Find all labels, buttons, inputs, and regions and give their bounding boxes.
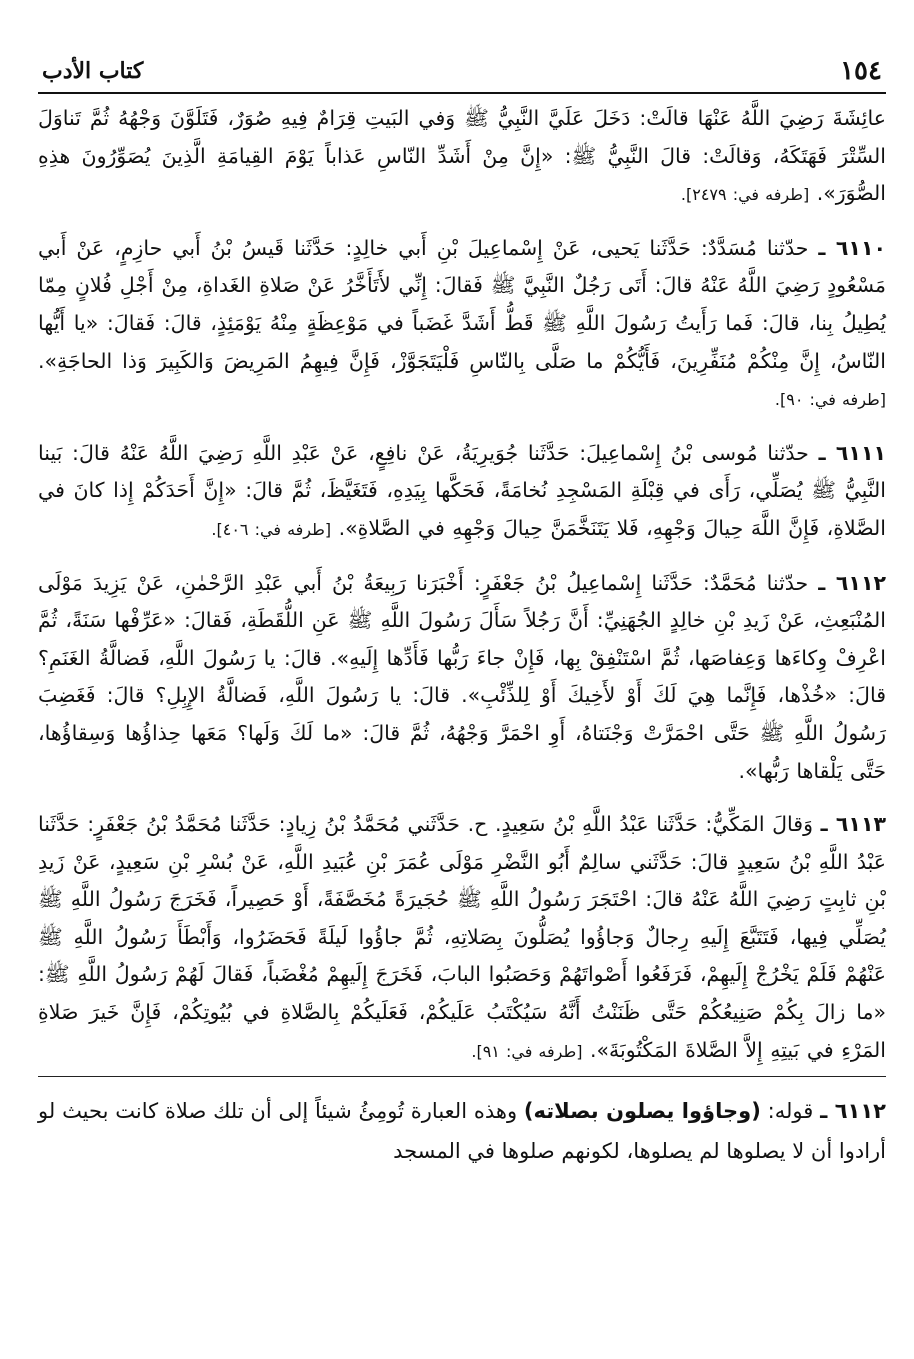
commentary-paragraph	[38, 1091, 886, 1171]
page-number: ١٥٤	[840, 56, 882, 86]
header-rule	[38, 92, 886, 94]
hadith-paragraph-6112	[38, 565, 886, 791]
commentary-lead: قوله:	[767, 1099, 814, 1124]
book-page	[38, 44, 886, 1171]
running-head	[38, 44, 886, 86]
cross-reference: [طرفه في: ٩٠].	[774, 390, 886, 410]
spacer	[38, 549, 886, 565]
cross-reference: [طرفه في: ٤٠٦].	[211, 519, 332, 539]
commentary-quote: (وجاؤوا يصلون بصلاته)	[523, 1099, 761, 1124]
hadith-paragraph-6113	[38, 806, 886, 1070]
hadith-paragraph-6111	[38, 435, 886, 549]
hadith-text: عائِشَةَ رَضِيَ اللَّهُ عَنْهَا قالَتْ: دَخَلَ عَلَيَّ النَّبِيُّ ﷺ وَفي البَيتِ قِرَامٌ فِيهِ صُوَرٌ، فَتَلَوَّنَ وَجْهُهُ ثُمَّ تَناوَلَ السِّتْرَ فَهَتَكَهُ، وَقالَتْ: قالَ النَّبِيُّ ﷺ: «إِنَّ مِنْ أَشَدِّ النّاسِ عَذاباً يَوْمَ القِيامَةِ الَّذِينَ يُصَوِّرُونَ هذِهِ الصُّوَرَ».	[38, 106, 886, 206]
spacer	[38, 790, 886, 806]
hadith-text: حدّثنا مُحَمَّدٌ: حَدَّثَنا إِسْماعِيلُ بْنُ جَعْفَرٍ: أَخْبَرَنا رَبِيعَةُ بْنُ أَبي عَبْدِ الرَّحْمٰنِ، عَنْ يَزِيدَ مَوْلَى المُنْبَعِثِ، عَنْ زَيدِ بْنِ خالِدٍ الجُهَنِيِّ: أَنَّ رَجُلاً سَأَلَ رَسُولَ اللَّهِ ﷺ عَنِ اللُّقَطَةِ، فَقالَ: «عَرِّفْها سَنَةً، ثُمَّ اعْرِفْ وِكاءَها وَعِفاصَها، ثُمَّ اسْتَنْفِقْ بِها، فَإِنْ جاءَ رَبُّها فَأَدِّها إِلَيهِ». قالَ: يا رَسُولَ اللَّهِ، فَضالَّةُ الغَنَمِ؟ قالَ: «خُذْها، فَإِنَّما هِيَ لَكَ أَوْ لأَخِيكَ أَوْ لِلذِّئْبِ». قالَ: يا رَسُولَ اللَّهِ، فَضالَّةُ الإِبِلِ؟ قالَ: فَغَضِبَ رَسُولُ اللَّهِ ﷺ حَتَّى احْمَرَّتْ وَجْنَتاهُ، أَوِ احْمَرَّ وَجْهُهُ، ثُمَّ قالَ: «ما لَكَ وَلَها؟ مَعَها حِذاؤُها وَسِقاؤُها، حَتَّى يَلْقاها رَبُّها».	[38, 570, 886, 783]
hadith-text: وَقالَ المَكِّيُّ: حَدَّثَنا عَبْدُ اللَّهِ بْنُ سَعِيدٍ. ح. حَدَّثَني مُحَمَّدُ بْنُ زِيادٍ: حَدَّثَنا مُحَمَّدُ بْنُ جَعْفَرٍ: حَدَّثَنا عَبْدُ اللَّهِ بْنُ سَعِيدٍ قالَ: حَدَّثَني سالِمٌ أَبُو النَّضْرِ مَوْلَى عُمَرَ بْنِ عُبَيدِ اللَّهِ، عَنْ بُسْرِ بْنِ سَعِيدٍ، عَنْ زَيدِ بْنِ ثابِتٍ رَضِيَ اللَّهُ عَنْهُ قالَ: احْتَجَرَ رَسُولُ اللَّهِ ﷺ حُجَيرَةً مُخَصَّفَةً، أَوْ حَصِيراً، فَخَرَجَ رَسُولُ اللَّهِ ﷺ يُصَلِّي فِيها، فَتَتَبَّعَ إِلَيهِ رِجالٌ وَجاؤُوا يُصَلُّونَ بِصَلاتِهِ، ثُمَّ جاؤُوا لَيلَةً فَحَضَرُوا، وَأَبْطَأَ رَسُولُ اللَّهِ ﷺ عَنْهُمْ فَلَمْ يَخْرُجْ إِلَيهِمْ، فَرَفَعُوا أَصْواتَهُمْ وَحَصَبُوا البابَ، فَخَرَجَ إِلَيهِمْ مُغْضَباً، فَقالَ لَهُمْ رَسُولُ اللَّهِ ﷺ: «ما زالَ بِكُمْ صَنِيعُكُمْ حَتَّى ظَنَنْتُ أَنَّهُ سَيُكْتَبُ عَلَيكُمْ، فَعَلَيكُمْ بِالصَّلاةِ في بُيُوتِكُمْ، فَإِنَّ خَيرَ صَلاةِ المَرْءِ في بَيتِهِ إِلاَّ الصَّلاةَ المَكْتُوبَةَ».	[38, 812, 886, 1062]
hadith-number: ٦١١١ ـ	[818, 440, 886, 465]
hadith-paragraph-continuation	[38, 100, 886, 214]
commentary-number: ٦١١٢ ـ	[820, 1099, 886, 1124]
book-title: كتاب الأدب	[42, 58, 144, 84]
cross-reference: [طرفه في: ٩١].	[471, 1041, 583, 1061]
commentary-text: وهذه العبارة تُومِئُ شيئاً إلى أن تلك صلاة كانت بحيث لو أرادوا أن لا يصلوها لم يصلوها، لكونهم صلوها في المسجد	[38, 1099, 886, 1164]
commentary-separator	[38, 1076, 886, 1077]
hadith-text: حدّثنا مُوسى بْنُ إِسْماعِيلَ: حَدَّثَنا جُوَيرِيَةُ، عَنْ نافِعٍ، عَنْ عَبْدِ اللَّهِ رَضِيَ اللَّهُ عَنْهُ قالَ: بَينا النَّبِيُّ ﷺ يُصَلِّي، رَأَى في قِبْلَةِ المَسْجِدِ نُخامَةً، فَحَكَّها بِيَدِهِ، فَتَغَيَّظَ، ثُمَّ قالَ: «إِنَّ أَحَدَكُمْ إِذا كانَ في الصَّلاةِ، فَإِنَّ اللَّهَ حِيالَ وَجْهِهِ، فَلا يَتَنَخَّمَنَّ حِيالَ وَجْهِهِ في الصَّلاةِ».	[38, 440, 886, 540]
hadith-number: ٦١١٢ ـ	[818, 570, 886, 595]
spacer	[38, 214, 886, 230]
hadith-text: حدّثنا مُسَدَّدٌ: حَدَّثَنا يَحيى، عَنْ إِسْماعِيلَ بْنِ أَبي خالِدٍ: حَدَّثَنا قَيسُ بْنُ أَبي حازِمٍ، عَنْ أَبي مَسْعُودٍ رَضِيَ اللَّهُ عَنْهُ قالَ: أَتَى رَجُلٌ النَّبِيَّ ﷺ فَقالَ: إِنِّي لأَتَأَخَّرُ عَنْ صَلاةِ الغَداةِ، مِنْ أَجْلِ فُلانٍ مِمّا يُطِيلُ بِنا، قالَ: فَما رَأَيتُ رَسُولَ اللَّهِ ﷺ قَطُّ أَشَدَّ غَضَباً في مَوْعِظَةٍ مِنْهُ يَوْمَئِذٍ، قالَ: فَقالَ: «يا أَيُّها النّاسُ، إِنَّ مِنْكُمْ مُنَفِّرِينَ، فَأَيُّكُمْ ما صَلَّى بِالنّاسِ فَلْيَتَجَوَّزْ، فَإِنَّ فِيهِمُ المَرِيضَ وَالكَبِيرَ وَذا الحاجَةِ».	[38, 235, 886, 373]
hadith-number: ٦١١٠ ـ	[818, 235, 886, 260]
spacer	[38, 419, 886, 435]
hadith-paragraph-6110	[38, 230, 886, 419]
hadith-number: ٦١١٣ ـ	[820, 812, 886, 837]
cross-reference: [طرفه في: ٢٤٧٩].	[680, 185, 810, 205]
